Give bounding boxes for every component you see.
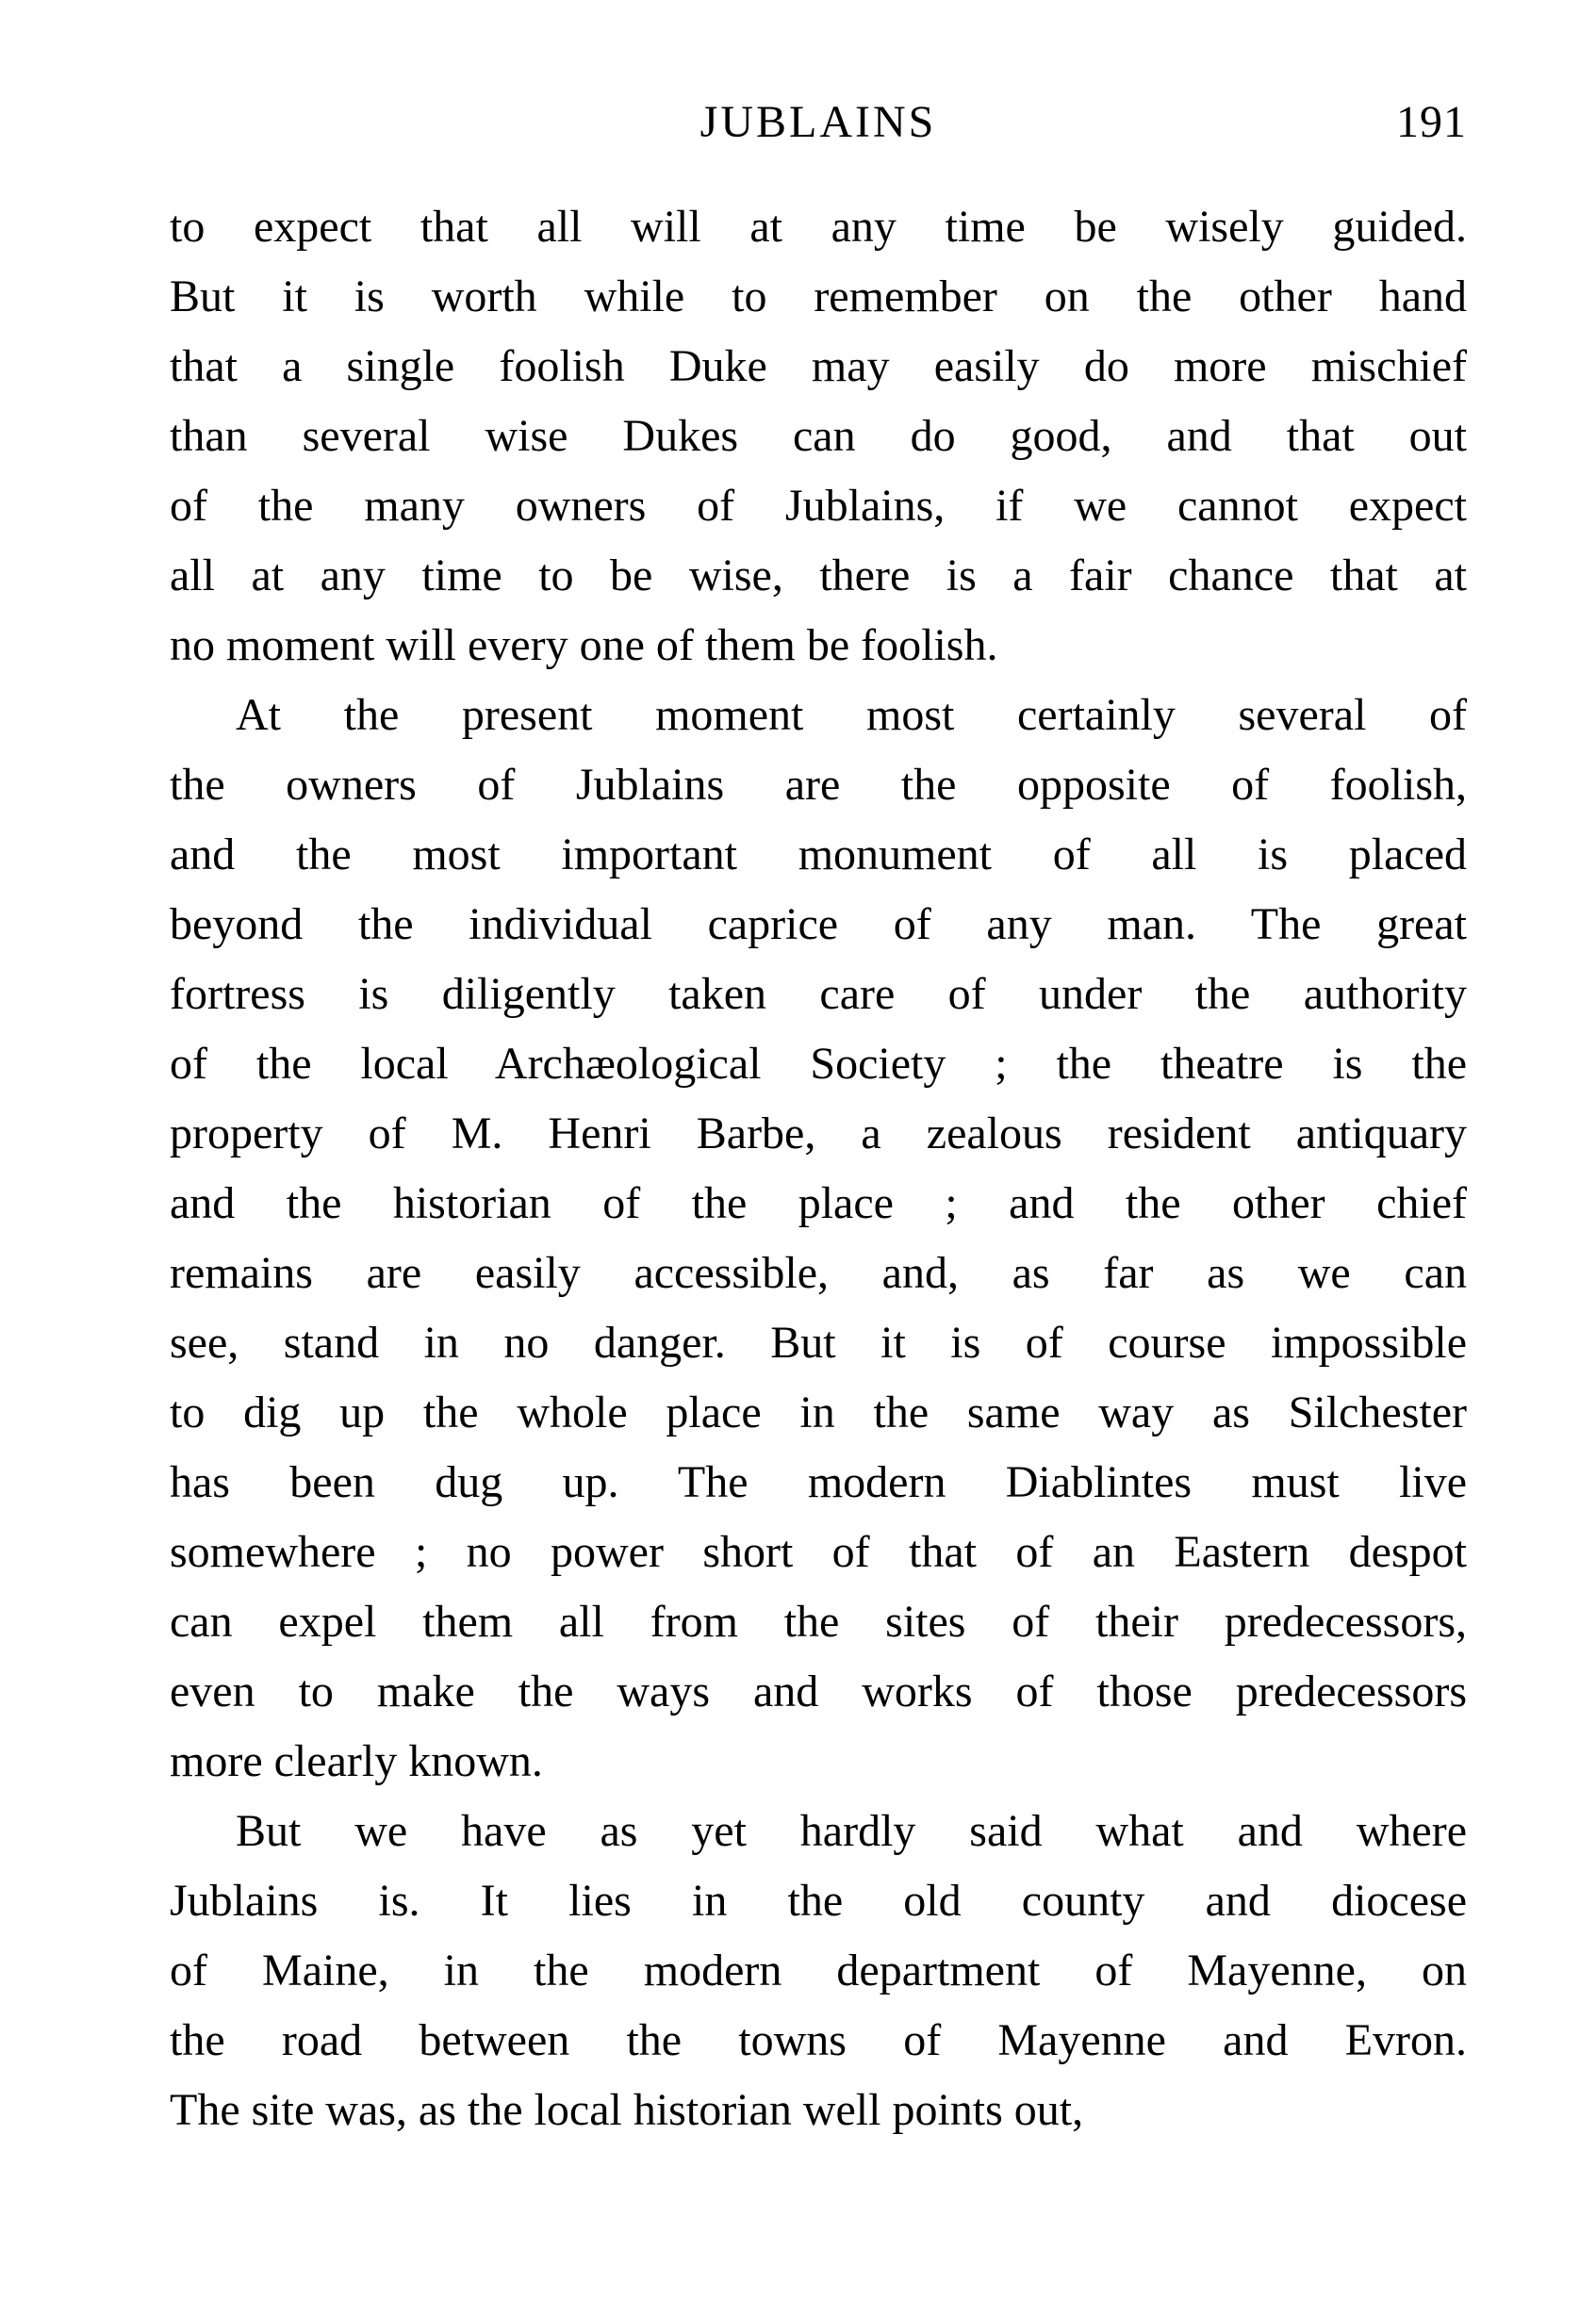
page-number: 191 bbox=[1396, 97, 1467, 147]
text-block bbox=[170, 192, 1467, 2145]
text-line: the owners of Jublains are the opposite of foolish, bbox=[170, 760, 1467, 810]
text-line: to expect that all will at any time be wisely guided. bbox=[170, 202, 1467, 252]
text-line: The site was, as the local historian well points out, bbox=[170, 2085, 1084, 2135]
text-line: to dig up the whole place in the same way as Silchester bbox=[170, 1388, 1467, 1437]
text-line: the road between the towns of Mayenne and Evron. bbox=[170, 2015, 1467, 2065]
text-line: beyond the individual caprice of any man. The great bbox=[170, 899, 1467, 949]
text-line: no moment will every one of them be foolish. bbox=[170, 620, 998, 670]
text-line: of the many owners of Jublains, if we cannot expect bbox=[170, 481, 1467, 531]
paragraph bbox=[170, 1797, 1467, 2145]
text-line: At the present moment most certainly several of bbox=[236, 690, 1467, 740]
text-line: remains are easily accessible, and, as far as we can bbox=[170, 1248, 1467, 1298]
text-line: can expel them all from the sites of their predecessors, bbox=[170, 1597, 1467, 1647]
text-line: fortress is diligently taken care of under the authority bbox=[170, 969, 1467, 1019]
paragraph bbox=[170, 681, 1467, 1797]
running-header bbox=[170, 94, 1467, 151]
text-line: somewhere ; no power short of that of an Eastern despot bbox=[170, 1527, 1467, 1577]
text-line: all at any time to be wise, there is a fair chance that at bbox=[170, 550, 1467, 600]
text-line: of the local Archæological Society ; the theatre is the bbox=[170, 1039, 1467, 1089]
text-line: But we have as yet hardly said what and where bbox=[236, 1806, 1467, 1856]
text-line: that a single foolish Duke may easily do more mischief bbox=[170, 341, 1467, 391]
text-line: and the historian of the place ; and the other chief bbox=[170, 1178, 1467, 1228]
text-line: more clearly known. bbox=[170, 1736, 543, 1786]
text-line: property of M. Henri Barbe, a zealous resident antiquary bbox=[170, 1108, 1467, 1158]
text-line: than several wise Dukes can do good, and that out bbox=[170, 411, 1467, 461]
text-line: see, stand in no danger. But it is of course impossible bbox=[170, 1318, 1467, 1368]
text-line: But it is worth while to remember on the other hand bbox=[170, 271, 1467, 321]
paragraph bbox=[170, 192, 1467, 681]
text-line: even to make the ways and works of those predecessors bbox=[170, 1667, 1467, 1716]
text-line: has been dug up. The modern Diablintes must live bbox=[170, 1457, 1467, 1507]
text-line: of Maine, in the modern department of Mayenne, on bbox=[170, 1946, 1467, 1995]
page-title: JUBLAINS bbox=[699, 97, 937, 147]
text-line: and the most important monument of all is placed bbox=[170, 829, 1467, 879]
text-line: Jublains is. It lies in the old county and diocese bbox=[170, 1876, 1467, 1926]
